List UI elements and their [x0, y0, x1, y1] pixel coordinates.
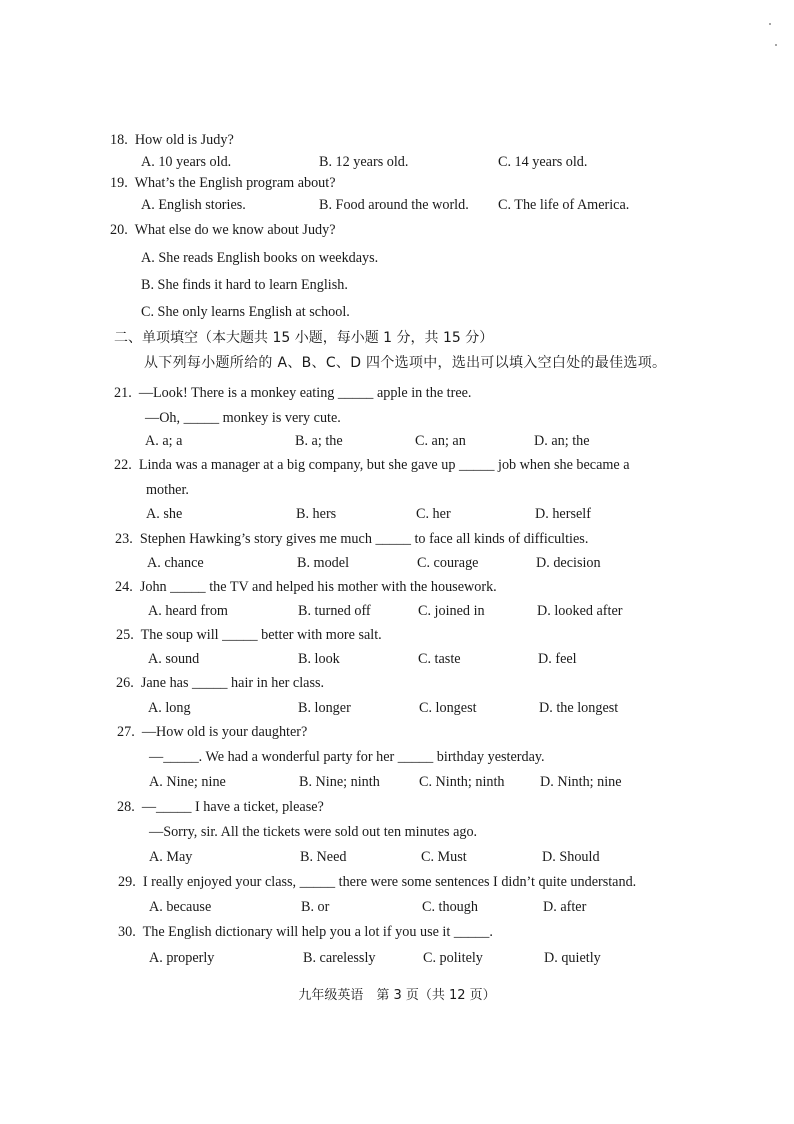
question-19-option-a: A. English stories.	[141, 197, 246, 213]
question-29-stem: 29. I really enjoyed your class, _____ there were some sentences I didn’t quite understand.	[118, 874, 637, 890]
question-26-stem: 26. Jane has _____ hair in her class.	[116, 675, 325, 691]
question-24-option-c: C. joined in	[418, 603, 485, 619]
question-28-option-d: D. Should	[542, 849, 600, 865]
question-26-option-b: B. longer	[298, 700, 351, 716]
question-23-stem: 23. Stephen Hawking’s story gives me much _____ to face all kinds of difficulties.	[115, 531, 589, 547]
question-18-option-b: B. 12 years old.	[319, 154, 409, 170]
question-26-option-c: C. longest	[419, 700, 477, 716]
question-30-option-c: C. politely	[423, 950, 483, 966]
question-18-option-a: A. 10 years old.	[141, 154, 232, 170]
question-30-option-d: D. quietly	[544, 950, 601, 966]
question-24-stem: 24. John _____ the TV and helped his mother with the housework.	[115, 579, 497, 595]
question-19-option-c: C. The life of America.	[498, 197, 630, 213]
question-26-option-a: A. long	[148, 700, 191, 716]
question-28-option-b: B. Need	[300, 849, 347, 865]
question-22-stem-cont: mother.	[146, 482, 189, 498]
question-20-option-a: A. She reads English books on weekdays.	[141, 250, 379, 266]
question-25-option-d: D. feel	[538, 651, 577, 667]
question-22-option-d: D. herself	[535, 506, 591, 522]
question-30-stem: 30. The English dictionary will help you a lot if you use it _____.	[118, 924, 493, 940]
question-19-stem: 19. What’s the English program about?	[110, 175, 336, 191]
question-26-option-d: D. the longest	[539, 700, 619, 716]
question-27-option-d: D. Ninth; nine	[540, 774, 622, 790]
question-24-option-b: B. turned off	[298, 603, 371, 619]
question-23-option-a: A. chance	[147, 555, 204, 571]
scan-artifact	[775, 44, 777, 46]
question-30-option-b: B. carelessly	[303, 950, 376, 966]
question-22-option-a: A. she	[146, 506, 183, 522]
question-28-option-c: C. Must	[421, 849, 467, 865]
question-21-stem: 21. —Look! There is a monkey eating _____ apple in the tree.	[114, 385, 472, 401]
question-23-option-b: B. model	[297, 555, 350, 571]
question-24-option-a: A. heard from	[148, 603, 228, 619]
question-21-stem-reply: —Oh, _____ monkey is very cute.	[145, 410, 341, 426]
question-22-option-c: C. her	[416, 506, 451, 522]
question-27-stem: 27. —How old is your daughter?	[117, 724, 308, 740]
question-20-option-c: C. She only learns English at school.	[141, 304, 350, 320]
question-20-stem: 20. What else do we know about Judy?	[110, 222, 336, 238]
question-21-option-a: A. a; a	[145, 433, 183, 449]
scan-artifact	[769, 23, 771, 25]
question-21-option-c: C. an; an	[415, 433, 466, 449]
question-29-option-a: A. because	[149, 899, 212, 915]
question-28-stem: 28. —_____ I have a ticket, please?	[117, 799, 324, 815]
question-25-option-b: B. look	[298, 651, 340, 667]
question-28-option-a: A. May	[149, 849, 193, 865]
question-24-option-d: D. looked after	[537, 603, 623, 619]
question-25-stem: 25. The soup will _____ better with more salt.	[116, 627, 382, 643]
question-27-option-a: A. Nine; nine	[149, 774, 226, 790]
question-23-option-c: C. courage	[417, 555, 479, 571]
section-2-heading: 二、单项填空（本大题共 15 小题，每小题 1 分，共 15 分）	[114, 330, 494, 346]
question-27-stem-reply: —_____. We had a wonderful party for her _____ birthday yesterday.	[149, 749, 545, 765]
question-19-option-b: B. Food around the world.	[319, 197, 469, 213]
question-23-option-d: D. decision	[536, 555, 601, 571]
question-30-option-a: A. properly	[149, 950, 215, 966]
question-27-option-b: B. Nine; ninth	[299, 774, 380, 790]
question-29-option-d: D. after	[543, 899, 587, 915]
page-footer: 九年级英语 第 3 页（共 12 页）	[298, 988, 496, 1003]
question-27-option-c: C. Ninth; ninth	[419, 774, 505, 790]
question-18-stem: 18. How old is Judy?	[110, 132, 234, 148]
question-21-option-d: D. an; the	[534, 433, 590, 449]
question-29-option-b: B. or	[301, 899, 330, 915]
question-25-option-a: A. sound	[148, 651, 200, 667]
question-18-option-c: C. 14 years old.	[498, 154, 588, 170]
section-2-instruction: 从下列每小题所给的 A、B、C、D 四个选项中，选出可以填入空白处的最佳选项。	[144, 355, 667, 371]
question-22-stem: 22. Linda was a manager at a big company, but she gave up _____ job when she became a	[114, 457, 630, 473]
question-20-option-b: B. She finds it hard to learn English.	[141, 277, 348, 293]
question-28-stem-reply: —Sorry, sir. All the tickets were sold out ten minutes ago.	[149, 824, 478, 840]
question-25-option-c: C. taste	[418, 651, 461, 667]
question-29-option-c: C. though	[422, 899, 478, 915]
question-22-option-b: B. hers	[296, 506, 337, 522]
question-21-option-b: B. a; the	[295, 433, 343, 449]
